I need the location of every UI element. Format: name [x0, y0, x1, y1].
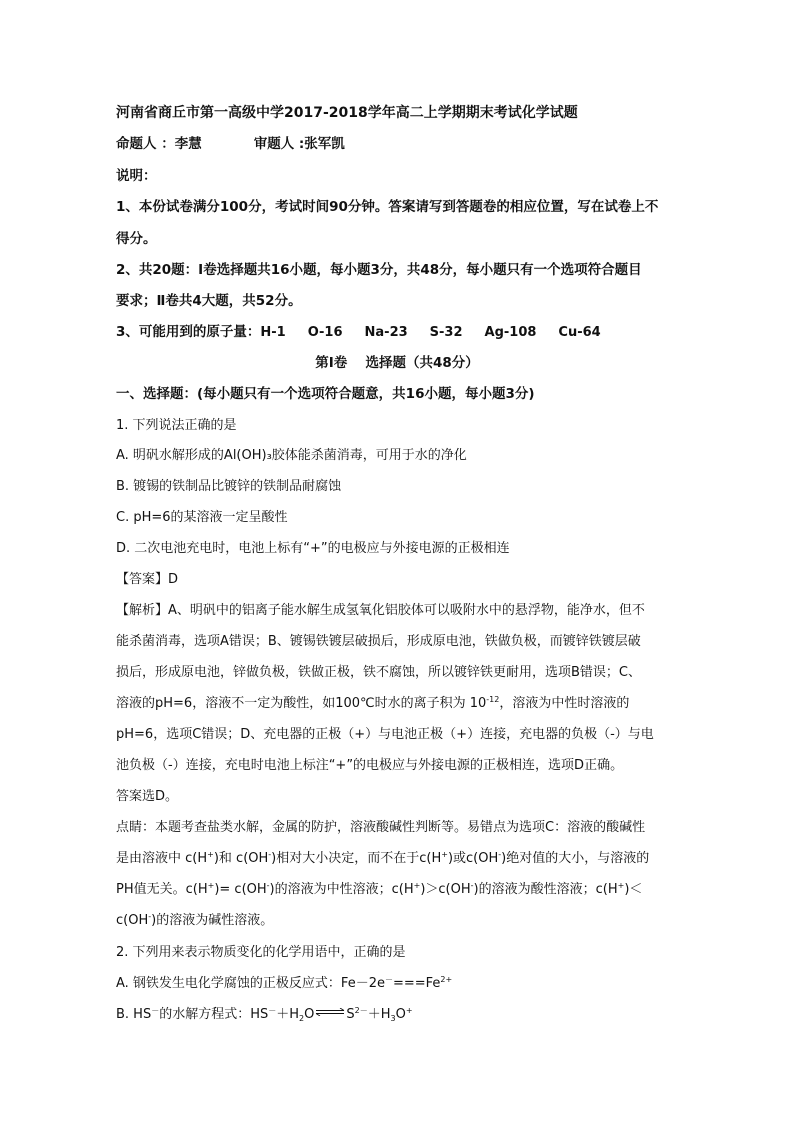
charge-minus: －	[268, 1006, 277, 1015]
charge-plus: +	[207, 881, 215, 890]
reviewer-label: 审题人 :张军凯	[253, 136, 345, 152]
comment-text: )的溶液为碱性溶液。	[151, 913, 274, 928]
q1-analysis-line-7: 答案选D。	[116, 789, 179, 804]
section-1-heading: 一、选择题：(每小题只有一个选项符合题意，共16小题，每小题3分)	[116, 386, 535, 402]
author-label: 命题人 ：李慧	[116, 136, 202, 152]
charge-plus: +	[441, 850, 448, 859]
notes-heading: 说明：	[116, 168, 157, 184]
comment-text: )绝对值的大小，与溶液的	[501, 851, 650, 866]
charge-2plus: 2+	[440, 975, 453, 984]
comment-text: )和 c(OH	[213, 851, 269, 866]
q2-b-text: ＋H	[367, 1007, 391, 1022]
q1-analysis-line-4-text: 溶液的pH=6，溶液不一定为酸性，如100℃时水的离子积为 10	[116, 696, 487, 711]
q2-a-text: A. 钢铁发生电化学腐蚀的正极反应式：Fe－2e	[116, 976, 385, 991]
equilibrium-arrow-icon	[315, 1008, 345, 1016]
atomic-mass-cu: Cu-64	[558, 325, 601, 340]
q2-stem: 2. 下列用来表示物质变化的化学用语中，正确的是	[116, 945, 406, 960]
q1-analysis-line-2: 能杀菌消毒，选项A错误；B、镀锡铁镀层破损后，形成原电池，铁做负极，而镀锌铁镀层破	[116, 634, 641, 649]
note-1-line-1: 1、本份试卷满分100分，考试时间90分钟。答案请写到答题卷的相应位置，写在试卷上不	[116, 199, 659, 215]
atomic-mass-h: H-1	[260, 325, 286, 340]
charge-minus: -	[148, 912, 152, 921]
comment-text: )的溶液为酸性溶液；c(H	[473, 882, 618, 897]
q1-analysis-line-3: 损后，形成原电池，锌做负极，铁做正极，铁不腐蚀，所以镀锌铁更耐用，选项B错误；C、	[116, 665, 641, 680]
note-3-line	[116, 322, 601, 343]
ion-product-exponent: -12	[486, 695, 500, 704]
comment-text: PH值无关。c(H	[116, 882, 208, 897]
subscript-3: 3	[390, 1014, 396, 1023]
q2-a-text: ===Fe	[392, 976, 441, 991]
charge-2minus: 2－	[354, 1006, 368, 1015]
comment-text: c(OH	[116, 913, 149, 928]
q2-option-b	[116, 1005, 413, 1026]
charge-plus: +	[207, 850, 214, 859]
q1-comment-line-1: 点睛：本题考查盐类水解，金属的防护，溶液酸碱性判断等。易错点为选项C：溶液的酸碱性	[116, 820, 646, 835]
charge-plus: +	[405, 1006, 413, 1015]
q1-comment-line-3	[116, 880, 642, 901]
comment-text: )＞c(OH	[420, 882, 471, 897]
charge-minus: -	[266, 881, 270, 890]
q2-b-text: S	[346, 1007, 355, 1022]
q2-b-text: O	[395, 1007, 406, 1022]
q1-option-c: C. pH=6的某溶液一定呈酸性	[116, 510, 288, 525]
atomic-mass-ag: Ag-108	[484, 325, 537, 340]
q1-analysis-line-6: 池负极（-）连接，充电时电池上标注“+”的电极应与外接电源的正极相连，选项D正确。	[116, 758, 624, 773]
comment-text: )＜	[624, 882, 643, 897]
q1-analysis-line-4-tail: ，溶液为中性时溶液的	[499, 696, 630, 711]
q1-option-d: D. 二次电池充电时，电池上标有“+”的电极应与外接电源的正极相连	[116, 541, 510, 556]
note-3-prefix: 3、可能用到的原子量：	[116, 324, 261, 340]
q2-b-text: ＋H	[276, 1007, 300, 1022]
comment-text: )相对大小决定，而不在于c(H	[271, 851, 442, 866]
q2-option-a	[116, 974, 452, 995]
q1-analysis-line-4	[116, 694, 629, 715]
comment-text: )的溶液为中性溶液；c(H	[269, 882, 414, 897]
atomic-mass-na: Na-23	[364, 325, 408, 340]
author-line	[116, 134, 345, 154]
q1-comment-line-2	[116, 849, 649, 870]
q2-b-text: B. HS	[116, 1007, 152, 1022]
q1-comment-line-4	[116, 911, 273, 932]
note-1-line-2: 得分。	[116, 231, 157, 247]
charge-minus: －	[384, 975, 393, 984]
charge-minus: －	[151, 1006, 160, 1015]
charge-minus: -	[268, 850, 272, 859]
q2-b-text: O	[304, 1007, 315, 1022]
charge-plus: +	[617, 881, 625, 890]
note-2-line-1: 2、共20题：Ⅰ卷选择题共16小题，每小题3分，共48分，每小题只有一个选项符合题目	[116, 262, 642, 278]
q1-stem: 1. 下列说法正确的是	[116, 418, 237, 433]
atomic-mass-s: S-32	[429, 325, 463, 340]
atomic-mass-o: O-16	[307, 325, 343, 340]
exam-title: 河南省商丘市第一高级中学2017-2018学年高二上学期期末考试化学试题	[116, 105, 578, 121]
q1-analysis-line-5: pH=6，选项C错误；D、充电器的正极（+）与电池正极（+）连接，充电器的负极（-）与电	[116, 727, 654, 742]
comment-text: )= c(OH	[214, 882, 267, 897]
note-2-line-2: 要求；Ⅱ卷共4大题，共52分。	[116, 293, 302, 309]
q1-analysis-line-1: 【解析】A、明矾中的铝离子能水解生成氢氧化铝胶体可以吸附水中的悬浮物，能净水，但不	[116, 603, 645, 618]
subscript-2: 2	[299, 1014, 305, 1023]
comment-text: )或c(OH	[447, 851, 499, 866]
q1-option-a: A. 明矾水解形成的Al(OH)₃胶体能杀菌消毒，可用于水的净化	[116, 448, 467, 463]
q1-option-b: B. 镀锡的铁制品比镀锌的铁制品耐腐蚀	[116, 479, 342, 494]
charge-minus: -	[470, 881, 474, 890]
comment-text: 是由溶液中 c(H	[116, 851, 208, 866]
q2-b-text: 的水解方程式：HS	[159, 1007, 269, 1022]
charge-minus: -	[498, 850, 502, 859]
part-1-title: 第Ⅰ卷 选择题（共48分）	[315, 355, 479, 371]
q1-answer: 【答案】D	[116, 572, 179, 587]
charge-plus: +	[413, 881, 421, 890]
